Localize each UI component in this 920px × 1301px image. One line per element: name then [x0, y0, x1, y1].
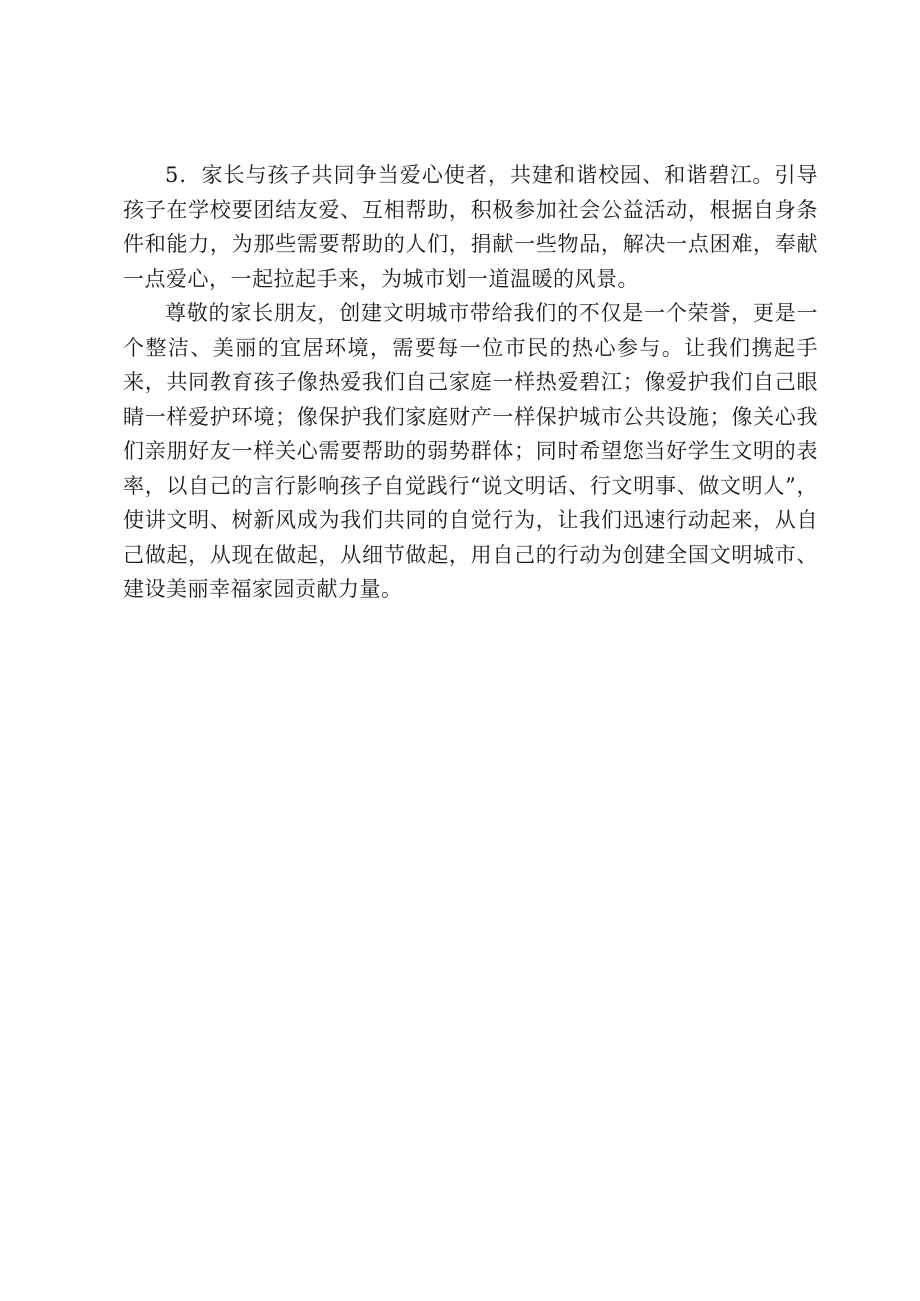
paragraph-item-5: 5．家长与孩子共同争当爱心使者，共建和谐校园、和谐碧江。引导孩子在学校要团结友爱、互相帮助，积极参加社会公益活动，根据自身条件和能力，为那些需要帮助的人们，捐献一些物品，解决一点困难，奉献一点爱心，一起拉起手来，为城市划一道温暖的风景。: [123, 163, 818, 291]
paragraph-closing-appeal: 尊敬的家长朋友，创建文明城市带给我们的不仅是一个荣誉，更是一个整洁、美丽的宜居环境，需要每一位市民的热心参与。让我们携起手来，共同教育孩子像热爱我们自己家庭一样热爱碧江；像爱护我们自己眼睛一样爱护环境；像保护我们家庭财产一样保护城市公共设施；像关心我们亲朋好友一样关心需要帮助的弱势群体；同时希望您当好学生文明的表率，以自己的言行影响孩子自觉践行“说文明话、行文明事、做文明人”，使讲文明、树新风成为我们共同的自觉行为，让我们迅速行动起来，从自己做起，从现在做起，从细节做起，用自己的行动为创建全国文明城市、建设美丽幸福家园贡献力量。: [123, 301, 818, 601]
document-body: [123, 158, 818, 607]
